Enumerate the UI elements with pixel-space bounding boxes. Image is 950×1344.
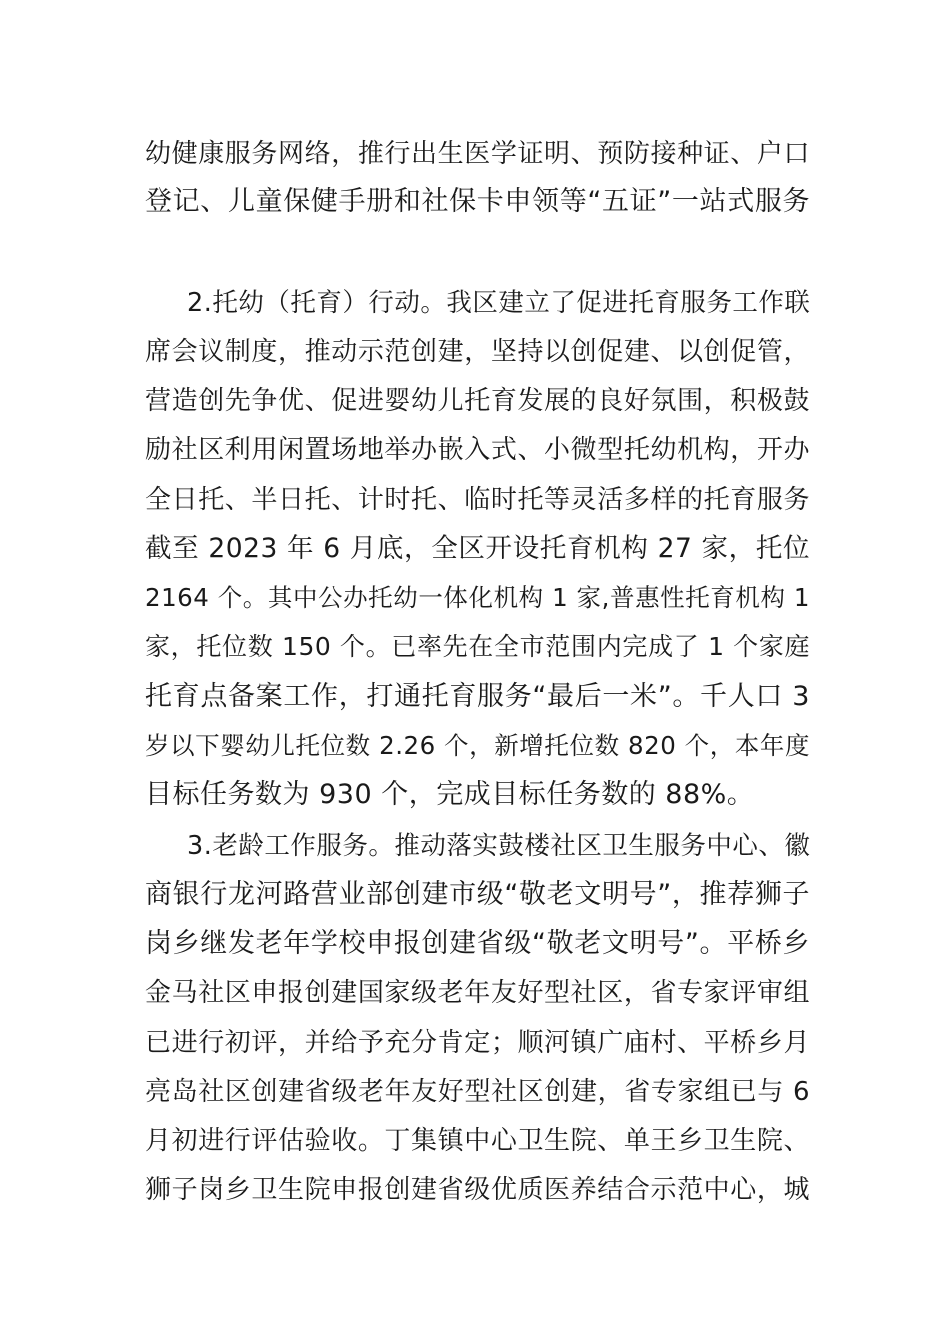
body-text-line: 托育点备案工作，打通托育服务“最后一米”。千人口 3 — [145, 681, 810, 712]
body-text-line: 营造创先争优、促进婴幼儿托育发展的良好氛围，积极鼓 — [145, 386, 810, 416]
body-text-line: 登记、儿童保健手册和社保卡申领等“五证”一站式服务 — [145, 186, 810, 217]
body-text-line: 月初进行评估验收。丁集镇中心卫生院、单王乡卫生院、 — [145, 1126, 810, 1156]
body-text-line: 家，托位数 150 个。已率先在全市范围内完成了 1 个家庭 — [145, 632, 810, 661]
body-text-line: 目标任务数为 930 个，完成目标任务数的 88%。 — [145, 779, 755, 810]
section-2-heading-line: 2.托幼（托育）行动。我区建立了促进托育服务工作联 — [187, 288, 811, 318]
body-text-line: 狮子岗乡卫生院申报创建省级优质医养结合示范中心，城 — [145, 1175, 810, 1205]
body-text-line: 岁以下婴幼儿托位数 2.26 个，新增托位数 820 个，本年度 — [145, 731, 810, 760]
section-3-heading-line: 3.老龄工作服务。推动落实鼓楼社区卫生服务中心、徽 — [187, 831, 811, 861]
body-text-line: 励社区利用闲置场地举办嵌入式、小微型托幼机构，开办 — [145, 435, 810, 465]
body-text-line: 2164 个。其中公办托幼一体化机构 1 家,普惠性托育机构 1 — [145, 583, 810, 612]
body-text-line: 全日托、半日托、计时托、临时托等灵活多样的托育服务 — [145, 485, 810, 515]
body-text-line: 截至 2023 年 6 月底，全区开设托育机构 27 家，托位 — [145, 533, 810, 564]
body-text-line: 席会议制度，推动示范创建，坚持以创促建、以创促管， — [145, 337, 810, 367]
body-text-line: 岗乡继发老年学校申报创建省级“敬老文明号”。平桥乡 — [145, 928, 810, 959]
body-text-line: 商银行龙河路营业部创建市级“敬老文明号”，推荐狮子 — [145, 879, 810, 910]
body-text-line: 幼健康服务网络，推行出生医学证明、预防接种证、户口 — [145, 139, 810, 169]
body-text-line: 已进行初评，并给予充分肯定；顺河镇广庙村、平桥乡月 — [145, 1028, 810, 1058]
body-text-line: 亮岛社区创建省级老年友好型社区创建，省专家组已与 6 — [145, 1077, 810, 1107]
body-text-line: 金马社区申报创建国家级老年友好型社区，省专家评审组 — [145, 978, 810, 1008]
